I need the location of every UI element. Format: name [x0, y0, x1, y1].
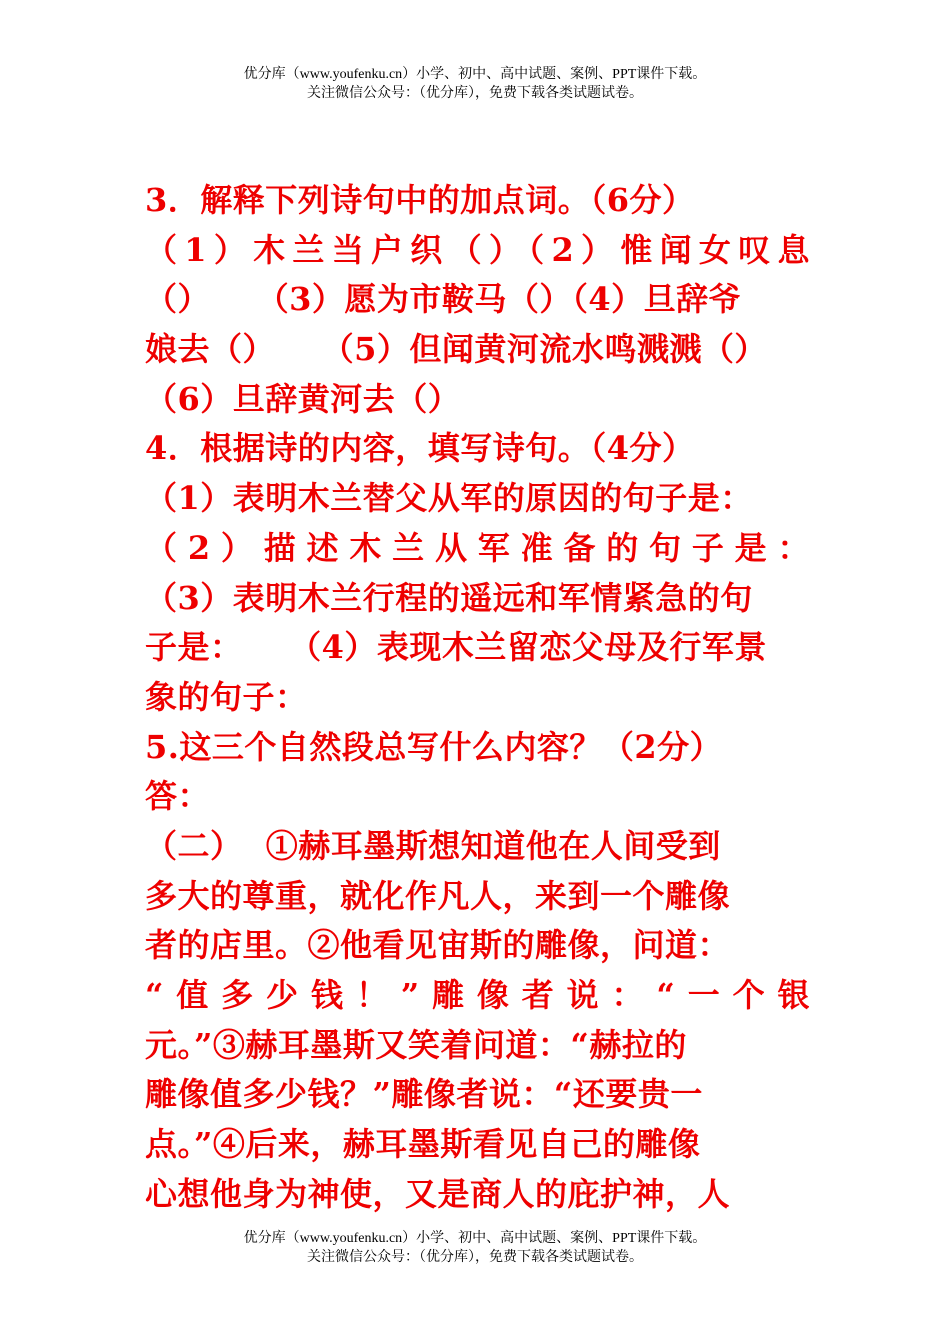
passage-line: 元。”③赫耳墨斯又笑着问道：“赫拉的	[145, 1025, 687, 1064]
q3-text-line: 娘去（） （5）但闻黄河流水鸣溅溅（）	[145, 330, 767, 369]
q4-text-line: 象的句子：	[145, 677, 308, 716]
q4-text-line: （1）表明木兰替父从军的原因的句子是：	[145, 479, 753, 518]
q5-title: 5.这三个自然段总写什么内容？（2分）	[145, 727, 723, 766]
q4-title: 4．根据诗的内容，填写诗句。（4分）	[145, 429, 695, 468]
passage-line: 点。”④后来，赫耳墨斯看见自己的雕像	[145, 1125, 701, 1164]
page-footer	[0, 1229, 950, 1267]
passage-line: 心想他身为神使，又是商人的庇护神，人	[145, 1174, 731, 1213]
passage-line: 雕像值多少钱？”雕像者说：“还要贵一	[145, 1075, 703, 1114]
q3-text-line: （6）旦辞黄河去（）	[145, 379, 461, 418]
header-line-1: 优分库（www.youfenku.cn）小学、初中、高中试题、案例、PPT课件下载。	[243, 67, 707, 82]
q4-text-line: 子是： （4）表现木兰留恋父母及行军景	[145, 628, 767, 667]
q5-answer-label: 答：	[145, 777, 211, 816]
footer-line-1: 优分库（www.youfenku.cn）小学、初中、高中试题、案例、PPT课件下载。	[243, 1231, 707, 1246]
passage-line: 者的店里。②他看见宙斯的雕像，问道：	[145, 926, 731, 965]
q3-text-line: （1）木兰当户织（）（2）惟闻女叹息	[145, 230, 810, 269]
q4-text-line: （2）描述木兰从军准备的句子是：	[145, 528, 810, 567]
passage-line: （二） ①赫耳墨斯想知道他在人间受到	[145, 826, 721, 865]
q3-title: 3．解释下列诗句中的加点词。（6分）	[145, 181, 695, 219]
footer-line-2: 关注微信公众号：（优分库），免费下载各类试题试卷。	[307, 1250, 643, 1265]
page-header	[0, 65, 950, 103]
document-body	[145, 176, 810, 1219]
passage-line: 多大的尊重，就化作凡人，来到一个雕像	[145, 876, 731, 915]
passage-line: “值多少钱！”雕像者说：“一个银	[145, 976, 810, 1014]
q3-text-line: （） （3）愿为市鞍马（）（4）旦辞爷	[145, 280, 742, 319]
q4-text-line: （3）表明木兰行程的遥远和军情紧急的句	[145, 578, 753, 617]
header-line-2: 关注微信公众号：（优分库），免费下载各类试题试卷。	[307, 86, 643, 101]
